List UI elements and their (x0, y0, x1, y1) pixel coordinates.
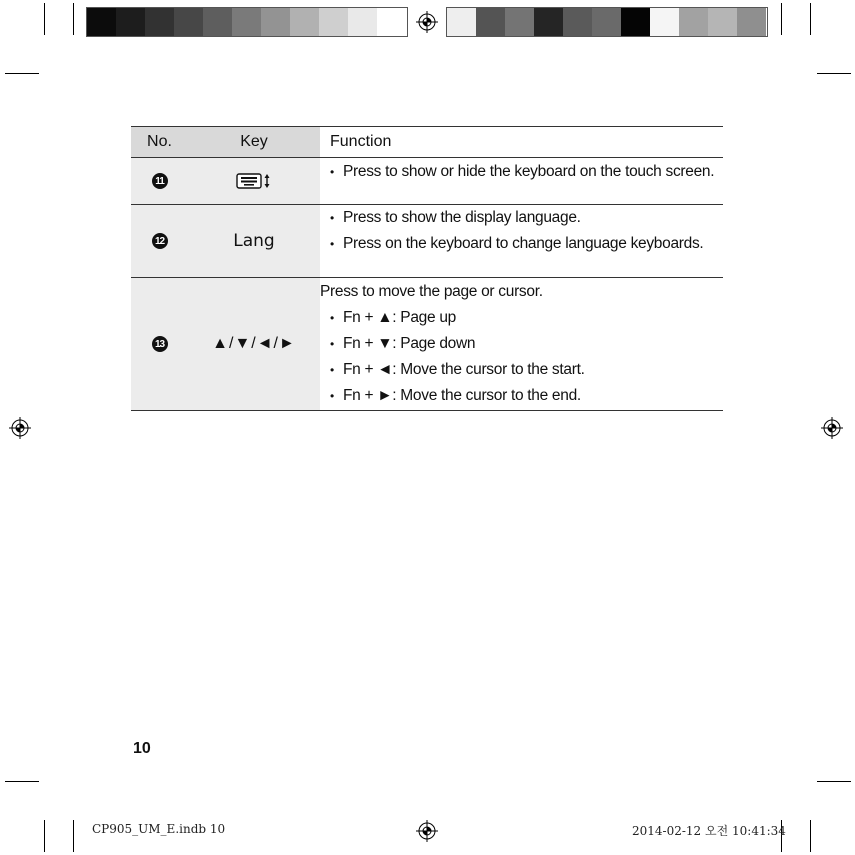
function-line: • Press on the keyboard to change language keyboards. (330, 234, 723, 254)
crop-mark (817, 73, 851, 74)
color-swatch (505, 8, 534, 36)
function-line: • Press to show the display language. (330, 208, 723, 228)
footer-filename: CP905_UM_E.indb 10 (92, 822, 226, 836)
crop-mark (44, 3, 45, 35)
color-swatch (377, 8, 406, 36)
function-line: • Fn + ▲: Page up (330, 308, 723, 328)
color-bar-left (86, 7, 408, 37)
crop-mark (810, 820, 811, 852)
crop-mark (5, 73, 39, 74)
row-number-badge: 12 (152, 233, 168, 249)
color-swatch (290, 8, 319, 36)
header-key: Key (188, 127, 320, 157)
color-swatch (348, 8, 377, 36)
color-swatch (145, 8, 174, 36)
function-line: • Fn + ►: Move the cursor to the end. (330, 386, 723, 406)
color-swatch (476, 8, 505, 36)
crop-mark (810, 3, 811, 35)
table-row (131, 158, 723, 205)
function-intro: Press to move the page or cursor. (320, 283, 543, 300)
crop-mark (73, 820, 74, 852)
registration-mark-icon (9, 417, 31, 439)
color-swatch (621, 8, 650, 36)
table-row (131, 205, 723, 278)
crop-mark (781, 3, 782, 35)
color-swatch (679, 8, 708, 36)
color-swatch (87, 8, 116, 36)
registration-mark-icon (821, 417, 843, 439)
color-bar-right (446, 7, 768, 37)
row-number-badge: 11 (152, 173, 168, 189)
color-swatch (737, 8, 766, 36)
crop-mark (5, 781, 39, 782)
function-line: • Fn + ◄: Move the cursor to the start. (330, 360, 723, 380)
lang-key-label: Lang (233, 231, 275, 251)
page-number: 10 (133, 740, 151, 757)
function-line: • Fn + ▼: Page down (330, 334, 723, 354)
color-swatch (174, 8, 203, 36)
key-function-table (131, 126, 723, 411)
table-header-row (131, 126, 723, 158)
arrow-keys-label: ▲/▼/◄/► (212, 335, 296, 352)
color-swatch (563, 8, 592, 36)
registration-mark-icon (416, 820, 438, 842)
crop-mark (817, 781, 851, 782)
registration-mark-icon (416, 11, 438, 33)
table-row (131, 278, 723, 411)
color-swatch (319, 8, 348, 36)
crop-mark (44, 820, 45, 852)
color-swatch (708, 8, 737, 36)
keyboard-toggle-icon (234, 172, 274, 190)
function-line: • Press to show or hide the keyboard on the touch screen. (330, 162, 723, 182)
color-swatch (650, 8, 679, 36)
color-swatch (447, 8, 476, 36)
color-swatch (261, 8, 290, 36)
color-swatch (534, 8, 563, 36)
footer-timestamp: 2014-02-12 오전 10:41:34 (632, 824, 786, 838)
color-swatch (203, 8, 232, 36)
color-swatch (232, 8, 261, 36)
color-swatch (592, 8, 621, 36)
header-function: Function (320, 127, 723, 157)
color-swatch (116, 8, 145, 36)
row-number-badge: 13 (152, 336, 168, 352)
crop-mark (73, 3, 74, 35)
header-no: No. (131, 127, 188, 157)
